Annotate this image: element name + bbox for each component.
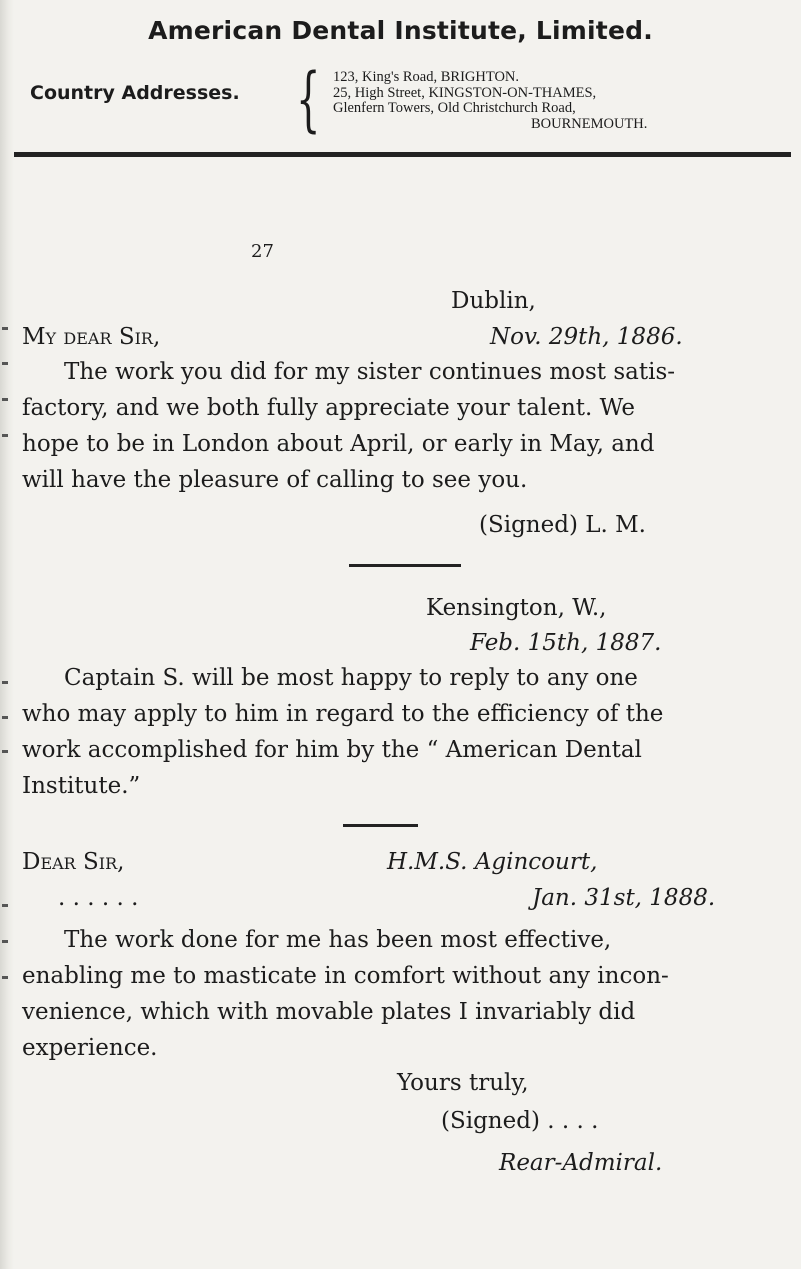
letter-body-line: Institute.” (22, 773, 141, 799)
letter-body-line: work accomplished for him by the “ American Dental (22, 737, 642, 763)
header-divider (14, 152, 791, 157)
letter-place: H.M.S. Agincourt, (387, 849, 598, 875)
letter-closing: Yours truly, (397, 1070, 529, 1096)
letter-body-line: who may apply to him in regard to the efficiency of the (22, 701, 664, 727)
letter-signature: (Signed) . . . . (441, 1108, 599, 1134)
page-number: 27 (251, 241, 274, 262)
address-brace: { (296, 58, 321, 140)
letter-ellipsis: . . . . . . (58, 885, 139, 911)
section-divider (349, 564, 461, 567)
letter-signature: (Signed) L. M. (479, 512, 646, 538)
letter-body-line: hope to be in London about April, or early in May, and (22, 431, 655, 457)
letter-body-line: enabling me to masticate in comfort without any incon- (22, 963, 669, 989)
letter-date: Nov. 29th, 1886. (490, 324, 683, 350)
letter-body-line: will have the pleasure of calling to see you. (22, 467, 528, 493)
address-kingston: 25, High Street, KINGSTON-ON-THAMES, (333, 85, 597, 101)
letter-date: Feb. 15th, 1887. (470, 630, 662, 656)
edge-mark (2, 904, 8, 907)
letter-place: Kensington, W., (426, 595, 607, 621)
edge-mark (2, 362, 8, 365)
edge-mark (2, 716, 8, 719)
edge-mark (2, 940, 8, 943)
edge-mark (2, 434, 8, 437)
address-bournemouth: BOURNEMOUTH. (531, 116, 648, 132)
edge-mark (2, 750, 8, 753)
country-addresses-label: Country Addresses. (30, 82, 240, 104)
letter-body-line: Captain S. will be most happy to reply to any one (64, 665, 638, 691)
letter-place: Dublin, (451, 288, 536, 314)
address-brighton: 123, King's Road, BRIGHTON. (333, 69, 520, 85)
page-left-edge (0, 0, 14, 1269)
letter-body-line: venience, which with movable plates I invariably did (22, 999, 636, 1025)
letter-rank: Rear-Admiral. (499, 1150, 663, 1176)
edge-mark (2, 398, 8, 401)
section-divider (343, 824, 418, 827)
letter-date: Jan. 31st, 1888. (532, 885, 716, 911)
letter-body-line: The work you did for my sister continues most satis- (64, 359, 676, 385)
letter-body-line: The work done for me has been most effective, (64, 927, 612, 953)
letter-body-line: factory, and we both fully appreciate your talent. We (22, 395, 636, 421)
address-glenfern: Glenfern Towers, Old Christchurch Road, (333, 100, 576, 116)
letterhead-title: American Dental Institute, Limited. (148, 16, 653, 45)
letter-salutation: My dear Sir, (22, 324, 161, 350)
letter-body-line: experience. (22, 1035, 158, 1061)
edge-mark (2, 976, 8, 979)
edge-mark (2, 327, 8, 330)
letter-salutation: Dear Sir, (22, 849, 125, 875)
edge-mark (2, 681, 8, 684)
